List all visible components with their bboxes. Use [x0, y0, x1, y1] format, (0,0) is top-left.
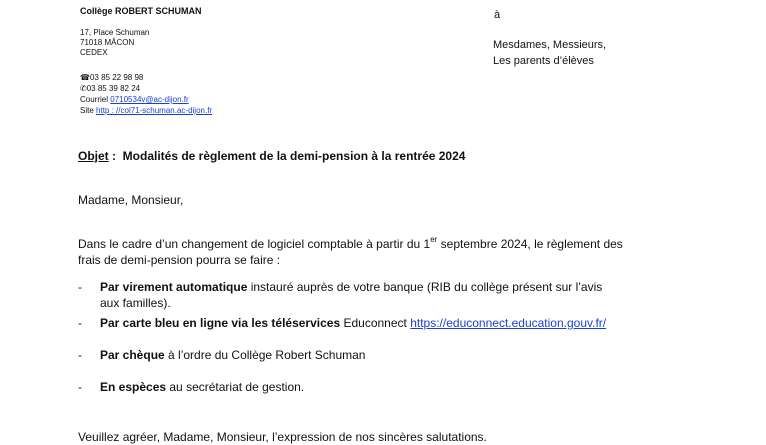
list-bullet: -	[78, 316, 82, 330]
salutation: Madame, Monsieur,	[78, 193, 184, 207]
list-bullet: -	[78, 280, 82, 294]
list-item-virement-cont: aux familles).	[100, 296, 171, 310]
list-item-text: Educonnect	[340, 316, 411, 330]
educonnect-link[interactable]: https://educonnect.education.gouv.fr/	[410, 316, 607, 330]
list-item-text: à l’ordre du Collège Robert Schuman	[164, 348, 366, 362]
list-bullet: -	[78, 380, 82, 394]
address-line-2: 71018 MÂCON	[80, 38, 135, 47]
email-label: Courriel	[80, 95, 109, 104]
intro-line-1	[78, 236, 623, 252]
list-item-bold: Par chèque	[100, 348, 165, 362]
address-line-3: CEDEX	[80, 48, 108, 57]
website-label: Site	[80, 106, 94, 115]
intro-superscript: er	[430, 235, 438, 244]
fax-line	[80, 84, 140, 94]
list-item-especes	[100, 380, 304, 394]
intro-text-b: septembre 2024, le règlement des	[437, 237, 623, 251]
fax-number: 03 85 39 82 24	[86, 84, 141, 93]
closing-sentence: Veuillez agréer, Madame, Monsieur, l’expression de nos sincères salutations.	[78, 430, 487, 444]
phone-line	[80, 73, 143, 83]
phone-icon: ☎	[80, 73, 90, 82]
list-bullet: -	[78, 348, 82, 362]
intro-text-a: Dans le cadre d’un changement de logiciel comptable à partir du 1	[78, 237, 431, 251]
website-line	[80, 106, 212, 116]
website-link[interactable]: http : //col71-schuman.ac-dijon.fr	[96, 106, 213, 115]
list-item-bold: Par carte bleu en ligne via les téléservices	[100, 316, 341, 330]
list-item-text: instauré auprès de votre banque (RIB du collège présent sur l’avis	[247, 280, 603, 294]
list-item-carte	[100, 316, 606, 330]
subject-separator: :	[108, 149, 123, 163]
email-line	[80, 95, 189, 105]
subject-text: Modalités de règlement de la demi-pension à la rentrée 2024	[122, 149, 466, 163]
intro-line-2: frais de demi-pension pourra se faire :	[78, 253, 281, 267]
list-item-text: au secrétariat de gestion.	[166, 380, 305, 394]
subject-line	[78, 148, 465, 164]
recipient-line-1: Mesdames, Messieurs,	[493, 39, 607, 51]
list-item-bold: Par virement automatique	[100, 280, 248, 294]
address-line-1: 17, Place Schuman	[80, 28, 150, 37]
school-name: Collège ROBERT SCHUMAN	[80, 6, 202, 16]
subject-label: Objet	[78, 149, 109, 163]
recipient-line-2: Les parents d’élèves	[493, 55, 594, 67]
phone-number: 03 85 22 98 98	[89, 73, 144, 82]
list-item-bold: En espèces	[100, 380, 167, 394]
email-link[interactable]: 0710534v@ac-dijon.fr	[110, 95, 189, 104]
list-item-virement	[100, 280, 602, 294]
recipient-a: à	[494, 9, 501, 21]
list-item-cheque	[100, 348, 365, 362]
fax-icon: ✆	[80, 84, 87, 93]
